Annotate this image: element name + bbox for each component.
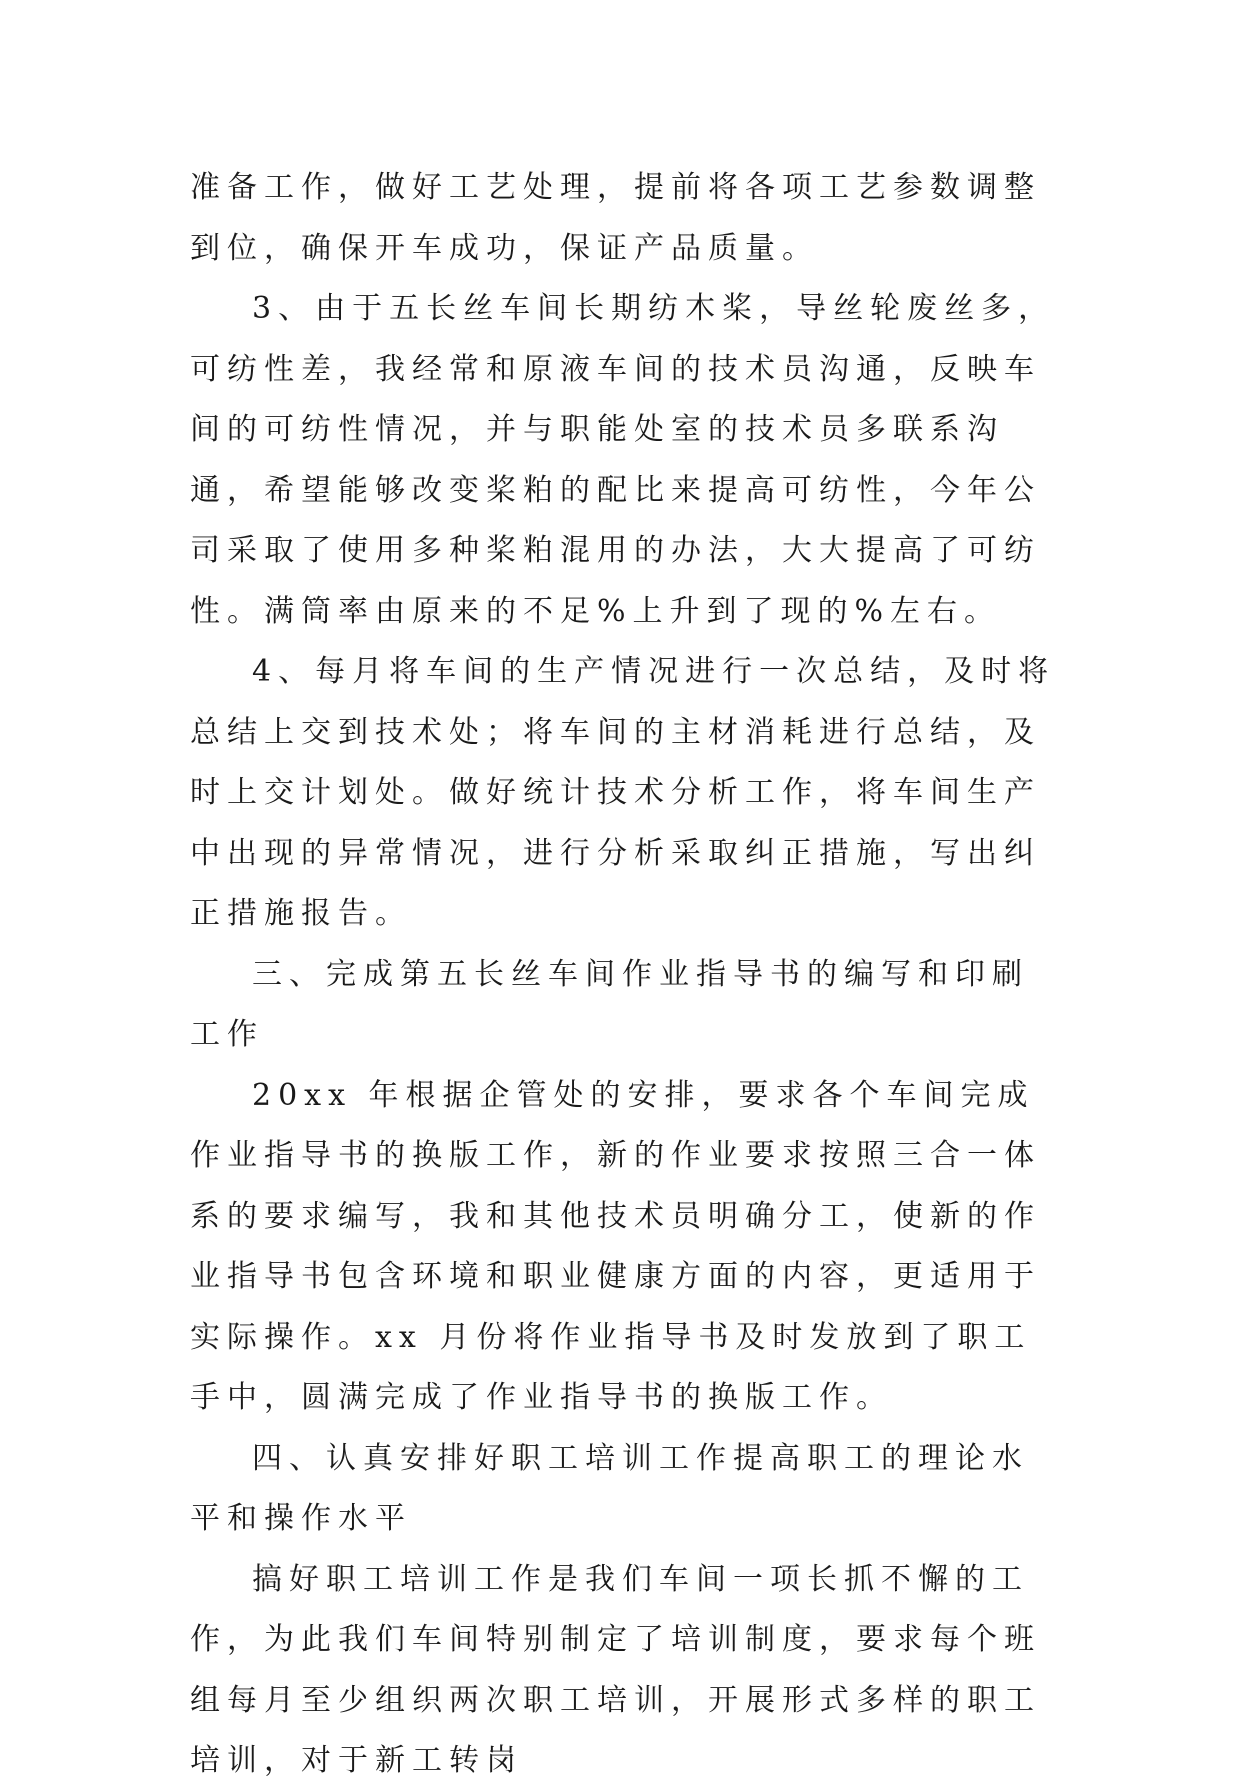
paragraph: 3、由于五长丝车间长期纺木桨，导丝轮废丝多，可纺性差，我经常和原液车间的技术员沟通，反映车间的可纺性情况，并与职能处室的技术员多联系沟通，希望能够改变桨粕的配比来提高可纺性，今年公司采取了使用多种桨粕混用的办法，大大提高了可纺性。满筒率由原来的不足%上升到了现的%左右。 bbox=[190, 291, 1056, 629]
section-heading: 四、认真安排好职工培训工作提高职工的理论水平和操作水平 bbox=[190, 1440, 1029, 1536]
paragraph: 20xx 年根据企管处的安排，要求各个车间完成作业指导书的换版工作，新的作业要求按照三合一体系的要求编写，我和其他技术员明确分工，使新的作业指导书包含环境和职业健康方面的内容，更适用于实际操作。xx 月份将作业指导书及时发放到了职工手中，圆满完成了作业指导书的换版工作。 bbox=[190, 1077, 1041, 1415]
document-body bbox=[190, 158, 1058, 1792]
section-heading: 三、完成第五长丝车间作业指导书的编写和印刷工作 bbox=[190, 956, 1029, 1052]
paragraph: 搞好职工培训工作是我们车间一项长抓不懈的工作，为此我们车间特别制定了培训制度，要求每个班组每月至少组织两次职工培训，开展形式多样的职工培训，对于新工转岗 bbox=[190, 1561, 1041, 1778]
paragraph: 4、每月将车间的生产情况进行一次总结，及时将总结上交到技术处；将车间的主材消耗进行总结，及时上交计划处。做好统计技术分析工作，将车间生产中出现的异常情况，进行分析采取纠正措施，写出纠正措施报告。 bbox=[190, 654, 1056, 931]
paragraph: 准备工作，做好工艺处理，提前将各项工艺参数调整到位，确保开车成功，保证产品质量。 bbox=[190, 170, 1041, 266]
